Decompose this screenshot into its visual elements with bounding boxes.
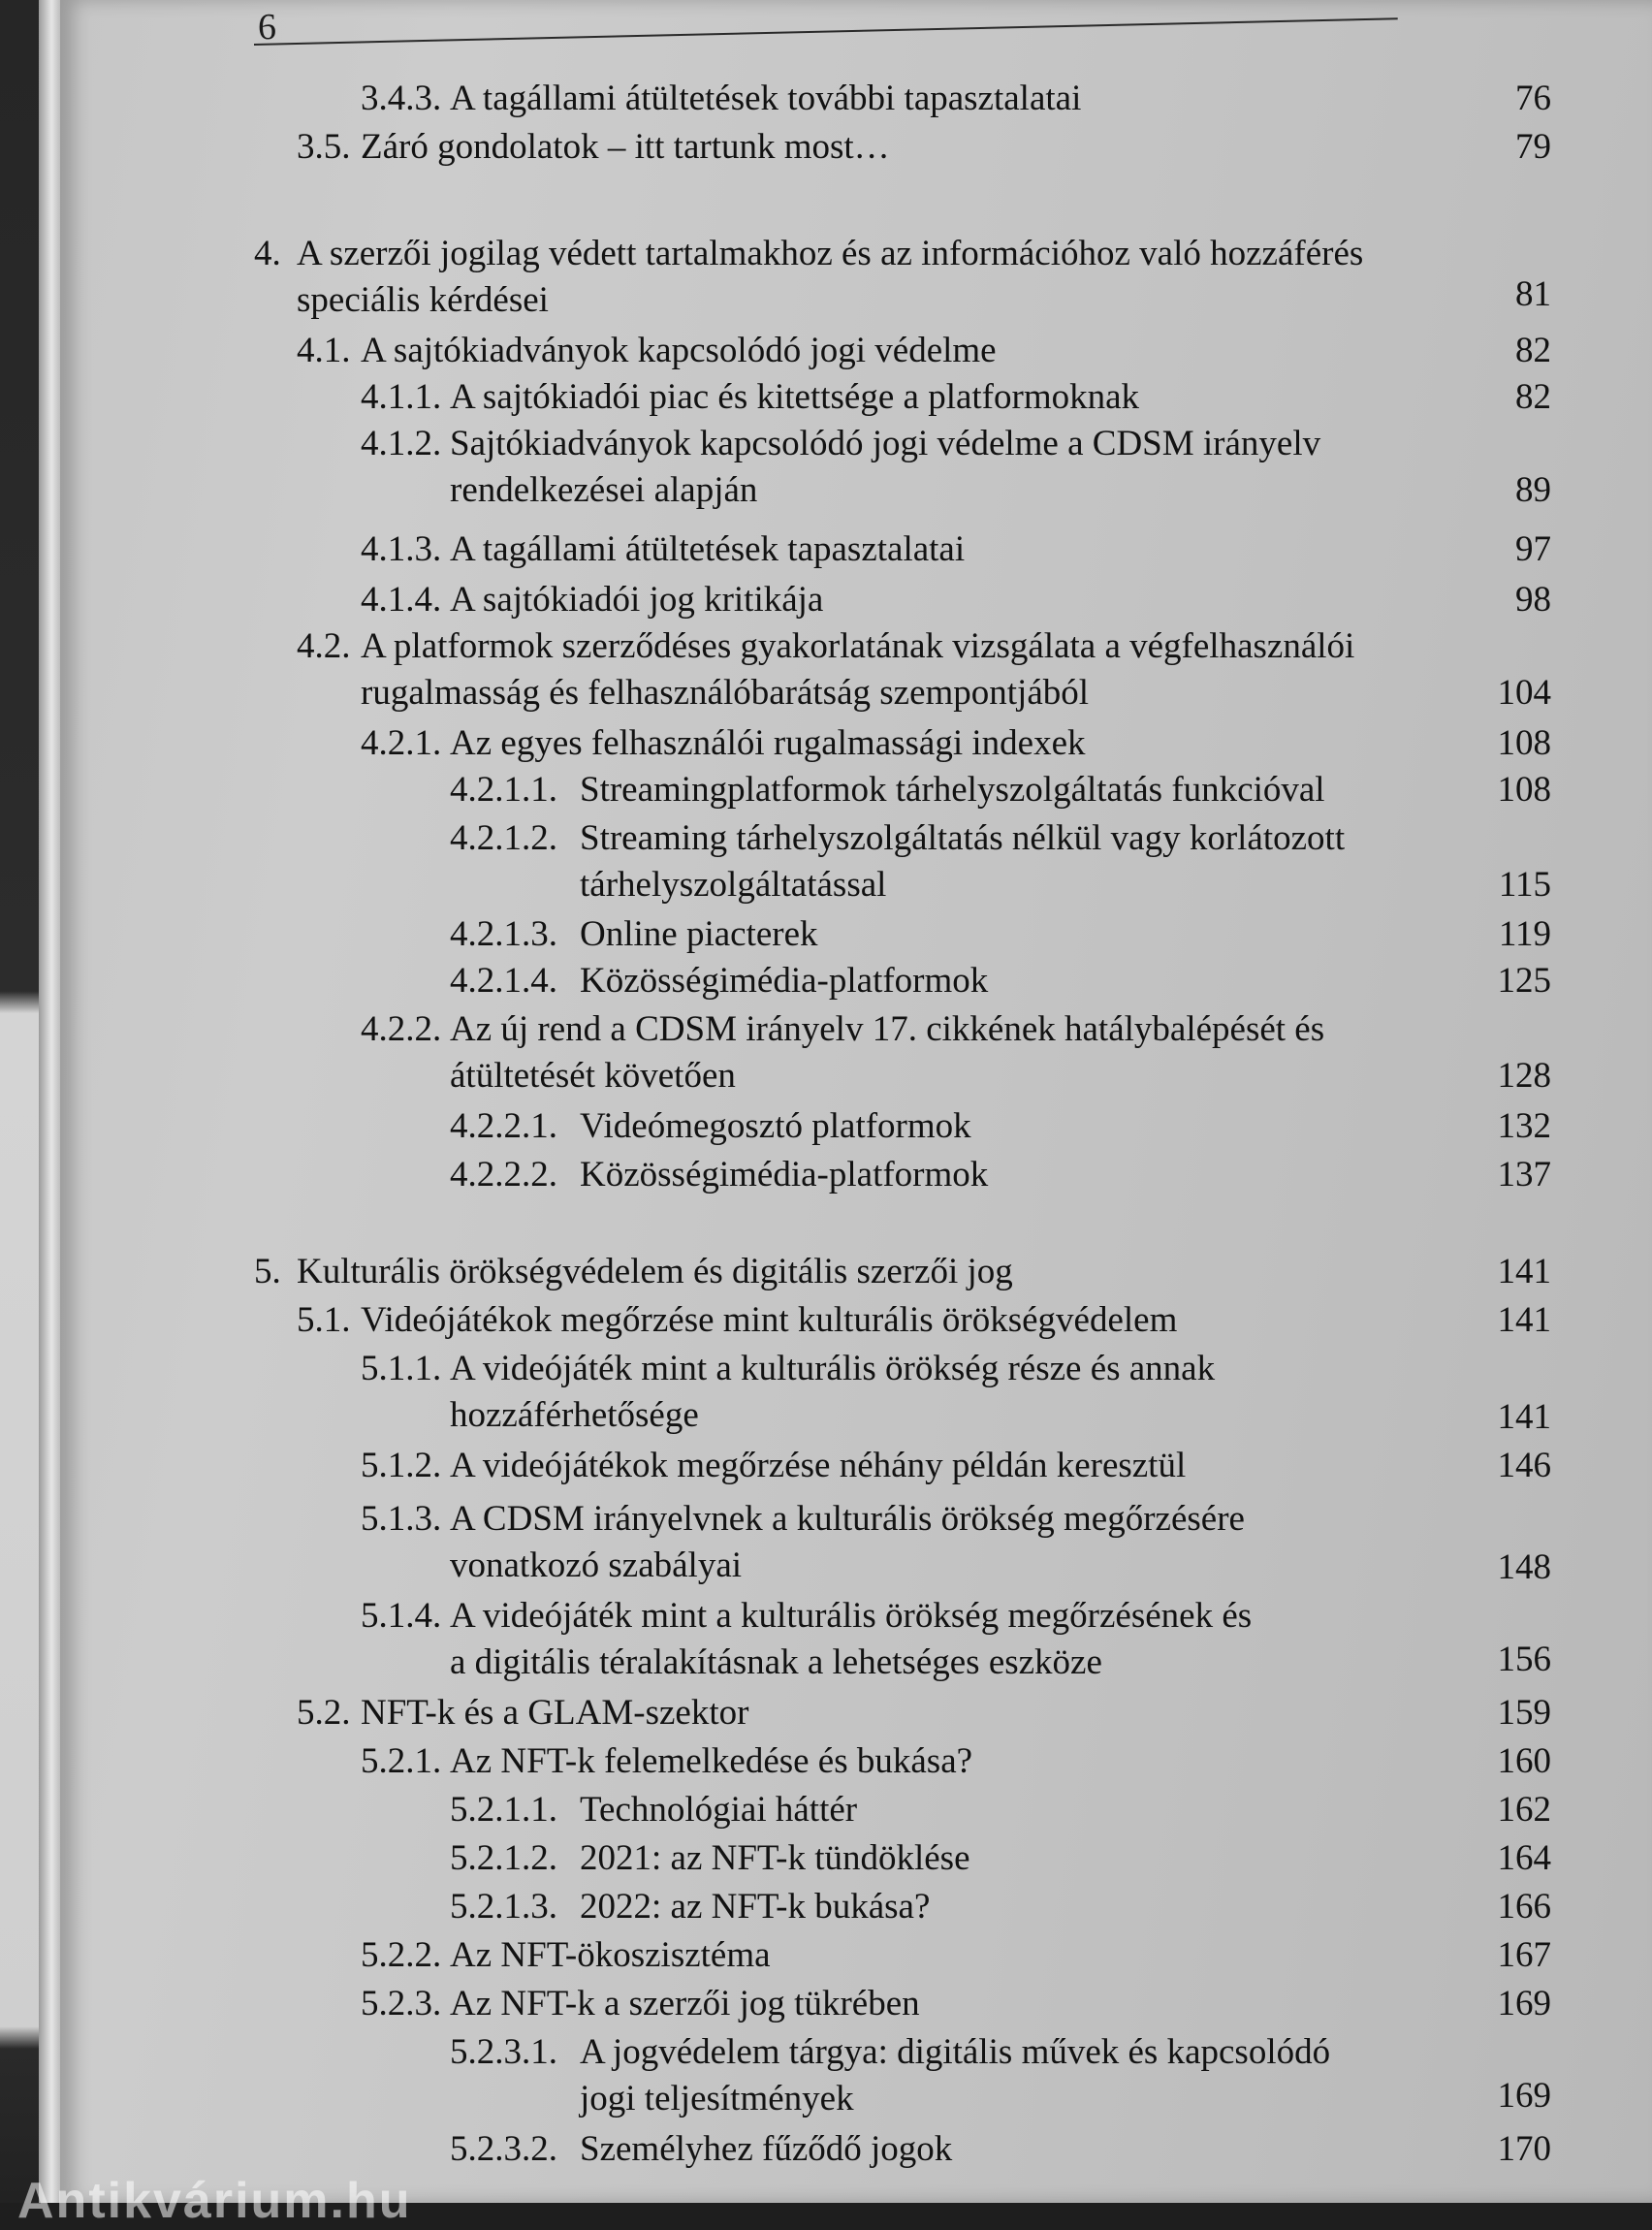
toc-entry-title: A videójáték mint a kulturális örökség része és annak [450,1349,1216,1388]
toc-entry-page: 141 [1497,1252,1551,1291]
toc-entry-page: 169 [1497,2076,1551,2116]
toc-entry-number: 4.2.1.4. [450,961,557,1001]
toc-entry-number: 5.2.3. [361,1984,442,2023]
toc-entry-number: 3.5. [297,127,351,167]
toc-entry-title: 2021: az NFT-k tündöklése [580,1838,970,1878]
toc-entry-title: A sajtókiadói piac és kitettsége a platformoknak [450,377,1140,417]
toc-entry-title: hozzáférhetősége [450,1395,699,1435]
toc-entry-title: Közösségimédia-platformok [580,1155,989,1195]
toc-entry-number: 4.1.1. [361,377,442,417]
toc-entry-title: 2022: az NFT-k bukása? [580,1887,931,1927]
toc-entry-page: 125 [1497,961,1551,1001]
toc-entry-page: 164 [1497,1838,1551,1878]
toc-entry-number: 4.1.4. [361,580,442,620]
toc-entry-title: Streaming tárhelyszolgáltatás nélkül vagy korlátozott [580,818,1346,858]
toc-entry-number: 4.2. [297,626,351,666]
toc-entry-number: 4.2.2.2. [450,1155,557,1195]
toc-entry-page: 82 [1515,377,1551,417]
toc-entry-number: 4.1.2. [361,424,442,463]
toc-entry-page: 146 [1497,1446,1551,1485]
toc-entry-title: Közösségimédia-platformok [580,961,989,1001]
toc-entry-page: 170 [1497,2129,1551,2169]
toc-entry-number: 5.2.1.2. [450,1838,557,1878]
toc-entry-title: Online piacterek [580,914,818,954]
toc-entry-page: 137 [1497,1155,1551,1195]
toc-entry-title: a digitális téralakításnak a lehetséges eszköze [450,1642,1102,1682]
toc-entry-number: 4.2.2. [361,1009,442,1049]
toc-entry-page: 115 [1498,865,1551,905]
page-edge [39,0,60,2203]
toc-entry-title: Az NFT-k a szerzői jog tükrében [450,1984,920,2023]
toc-entry-number: 5.2.1.1. [450,1790,557,1830]
toc-entry-number: 4. [254,234,281,273]
toc-entry-title: A jogvédelem tárgya: digitális művek és kapcsolódó [580,2032,1331,2072]
book-spine [0,0,39,2203]
watermark: Antikvárium.hu [17,2173,412,2229]
toc-entry-number: 5.1.2. [361,1446,442,1485]
toc-entry-title: NFT-k és a GLAM-szektor [361,1693,749,1733]
toc-entry-title: Az új rend a CDSM irányelv 17. cikkének hatálybalépését és [450,1009,1325,1049]
toc-entry-number: 5.2.1.3. [450,1887,557,1927]
toc-entry-title: Az NFT-ökoszisztéma [450,1935,771,1975]
toc-entry-number: 5.1.1. [361,1349,442,1388]
toc-entry-title: rendelkezései alapján [450,470,758,510]
toc-entry-number: 4.2.1. [361,723,442,763]
toc-entry-title: A CDSM irányelvnek a kulturális örökség megőrzésére [450,1499,1245,1539]
toc-entry-title: A sajtókiadói jog kritikája [450,580,824,620]
toc-entry-title: A tagállami átültetések tapasztalatai [450,529,966,569]
toc-entry-number: 5.2.3.1. [450,2032,557,2072]
toc-entry-number: 5.1.4. [361,1596,442,1636]
toc-entry-title: A videójáték mint a kulturális örökség megőrzésének és [450,1596,1253,1636]
toc-entry-page: 82 [1515,331,1551,370]
toc-entry-page: 108 [1497,723,1551,763]
toc-entry-title: Személyhez fűződő jogok [580,2129,953,2169]
toc-entry-page: 159 [1497,1693,1551,1733]
toc-entry-page: 162 [1497,1790,1551,1830]
toc-entry-number: 5.2.2. [361,1935,442,1975]
toc-entry-number: 4.2.1.1. [450,770,557,810]
toc-entry-title: tárhelyszolgáltatással [580,865,887,905]
toc-entry-page: 166 [1497,1887,1551,1927]
toc-entry-page: 132 [1497,1106,1551,1146]
toc-entry-page: 169 [1497,1984,1551,2023]
toc-entry-title: Sajtókiadványok kapcsolódó jogi védelme a CDSM irányelv [450,424,1321,463]
toc-entry-title: A videójátékok megőrzése néhány példán keresztül [450,1446,1187,1485]
toc-entry-title: A platformok szerződéses gyakorlatának vizsgálata a végfelhasználói [361,626,1355,666]
toc-entry-page: 160 [1497,1741,1551,1781]
toc-entry-title: rugalmasság és felhasználóbarátság szempontjából [361,673,1090,713]
toc-entry-page: 98 [1515,580,1551,620]
toc-entry-title: átültetését követően [450,1056,736,1096]
toc-entry-number: 5.1. [297,1300,351,1340]
toc-entry-page: 128 [1497,1056,1551,1096]
toc-entry-number: 4.2.1.3. [450,914,557,954]
toc-entry-number: 5.2.3.2. [450,2129,557,2169]
toc-entry-number: 4.1. [297,331,351,370]
toc-entry-page: 76 [1515,79,1551,118]
toc-entry-title: Technológiai háttér [580,1790,858,1830]
toc-entry-number: 4.2.1.2. [450,818,557,858]
toc-entry-number: 4.2.2.1. [450,1106,557,1146]
toc-entry-title: Az egyes felhasználói rugalmassági indexek [450,723,1086,763]
toc-entry-title: speciális kérdései [297,280,549,320]
toc-entry-number: 4.1.3. [361,529,442,569]
toc-entry-title: Kulturális örökségvédelem és digitális szerzői jog [297,1252,1013,1291]
page-number: 6 [258,7,276,48]
toc-entry-title: A sajtókiadványok kapcsolódó jogi védelme [361,331,997,370]
toc-entry-number: 5.2.1. [361,1741,442,1781]
toc-entry-page: 79 [1515,127,1551,167]
toc-entry-page: 89 [1515,470,1551,510]
toc-entry-page: 141 [1497,1397,1551,1437]
toc-entry-page: 81 [1515,274,1551,314]
toc-entry-page: 97 [1515,529,1551,569]
toc-entry-title: Az NFT-k felemelkedése és bukása? [450,1741,973,1781]
toc-entry-page: 148 [1497,1547,1551,1587]
toc-entry-title: A tagállami átültetések további tapasztalatai [450,79,1082,118]
toc-entry-title: Záró gondolatok – itt tartunk most… [361,127,890,167]
toc-entry-number: 5. [254,1252,281,1291]
toc-entry-title: A szerzői jogilag védett tartalmakhoz és az információhoz való hozzáférés [297,234,1364,273]
toc-entry-page: 104 [1497,673,1551,713]
toc-entry-title: Videójátékok megőrzése mint kulturális örökségvédelem [361,1300,1178,1340]
toc-entry-number: 3.4.3. [361,79,442,118]
toc-entry-title: vonatkozó szabályai [450,1545,743,1585]
toc-entry-page: 167 [1497,1935,1551,1975]
toc-entry-title: jogi teljesítmények [580,2079,854,2118]
toc-entry-number: 5.2. [297,1693,351,1733]
toc-entry-page: 156 [1497,1640,1551,1679]
toc-entry-page: 108 [1497,770,1551,810]
toc-entry-page: 141 [1497,1300,1551,1340]
toc-entry-number: 5.1.3. [361,1499,442,1539]
toc-entry-page: 119 [1498,914,1551,954]
toc-entry-title: Streamingplatformok tárhelyszolgáltatás funkcióval [580,770,1325,810]
toc-entry-title: Videómegosztó platformok [580,1106,971,1146]
